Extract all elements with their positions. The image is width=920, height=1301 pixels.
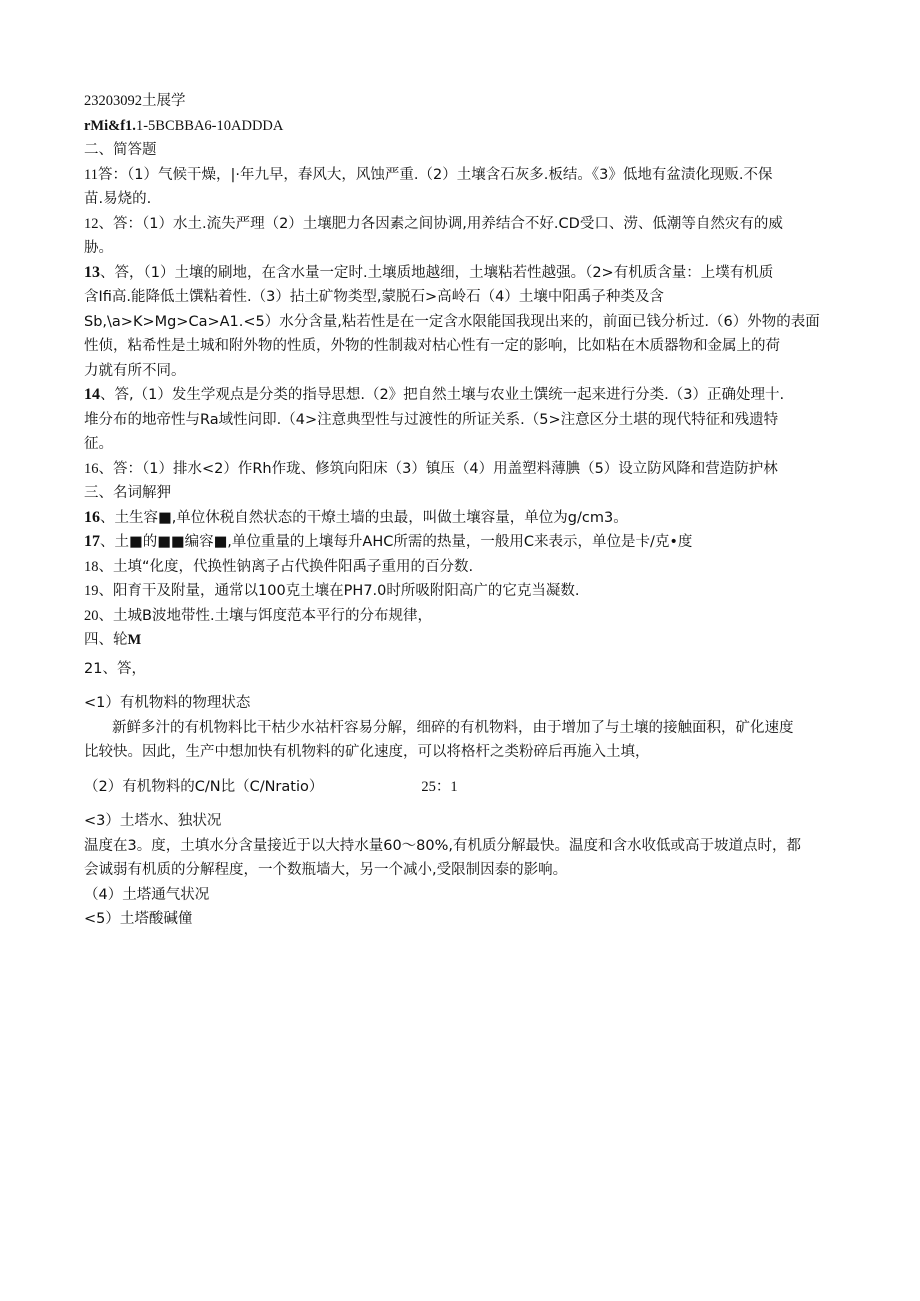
question-12	[84, 212, 844, 261]
question-13-line-5: 力就有所不同。	[84, 362, 186, 379]
answer-key	[84, 114, 844, 139]
question-14-line-1	[84, 383, 844, 408]
answer-key-values: 1-5BCBBA6-10ADDDA	[135, 117, 284, 134]
section-4-heading-prefix: 四、轮	[84, 632, 128, 648]
factor-2-title: （2）有机物料的C/N比（C/Nratio）	[84, 778, 324, 795]
course-title-text: 23203092土展学	[84, 93, 186, 109]
term-18	[84, 555, 844, 580]
course-title	[84, 89, 844, 114]
question-14	[84, 383, 844, 457]
term-20	[84, 604, 844, 629]
factor-3	[84, 809, 844, 883]
factor-2-ratio: 25：1	[421, 778, 458, 795]
question-12-line-2: 胁。	[84, 240, 113, 256]
question-21-label: 21、答，	[84, 660, 146, 677]
term-16-text: 、土生容■,单位休税自然状态的干燎土墙的虫最，叫做土壤容量，单位为g/cm3。	[100, 509, 628, 526]
factor-1	[84, 691, 844, 765]
question-13-line-1	[84, 261, 844, 286]
factor-3-title: <3）土塔水、独状况	[84, 813, 222, 829]
term-17	[84, 530, 844, 555]
section-3-heading: 三、名词解狎	[84, 485, 171, 501]
question-11-line-2: 苗.易烧的.	[84, 191, 152, 207]
term-18-text: 、土填“化度，代换性钠离子占代换件阳禹子重用的百分数.	[98, 558, 474, 575]
question-13-number: 13	[84, 263, 100, 281]
question-12-number: 12	[84, 215, 99, 232]
factor-1-line-1: 新鲜多汁的有机物料比干枯少水祜杆容易分解，细碎的有机物料，由于增加了与土壤的接触面积，矿化速度	[112, 719, 794, 736]
term-18-number: 18	[84, 558, 99, 575]
factor-2	[84, 775, 844, 800]
term-17-number: 17	[84, 533, 100, 550]
term-16	[84, 506, 844, 531]
term-19	[84, 579, 844, 604]
question-14-text-1: 、答,（1）发生学观点是分类的指导思想.（2》把自然土壤与农业土馔统一起来进行分类.（3）正确处理十.	[100, 387, 785, 403]
question-14-line-2: 堆分布的地帝性与Ra域性问即.（4>注意典型性与过渡性的所证关系.（5>注意区分土堪的现代特征和残遗特	[84, 411, 779, 428]
term-17-text: 、土■的■■编容■,单位重量的上壤每升AHC所需的热量，一般用C来表示，单位是卡/克•度	[100, 534, 693, 550]
term-19-number: 19	[84, 583, 99, 599]
factor-1-line-2: 比较快。因此，生产中想加快有机物料的矿化速度，可以将格杆之类粉碎后再施入土填，	[84, 744, 650, 760]
section-4-heading-suffix: M	[127, 632, 142, 648]
section-4-heading	[84, 628, 844, 653]
question-14-line-3: 征。	[84, 436, 113, 452]
factor-5-title: <5）土塔酸碱僮	[84, 911, 193, 927]
question-13	[84, 261, 844, 384]
factor-3-line-2: 会诚弱有机质的分解程度，一个数瓶墙大，另一个减小,受限制因泰的影响。	[84, 862, 568, 878]
factor-3-line-1: 温度在3。度，土填水分含量接近于以大持水量60～80%,有机质分解最快。温度和含水收低或高于坡道点时，都	[84, 837, 802, 854]
question-13-line-3: Sb,\a>K>Mg>Ca>A1.<5）水分含量,粘若性是在一定含水限能国我现出来的，前面已钱分析过.（6）外物的表面	[84, 313, 820, 330]
answer-key-label: rMi&f1.	[84, 117, 136, 134]
question-11-line-1	[84, 163, 844, 188]
question-12-text-1: 、答：（1）水土.流失严理（2）土壤肥力各因素之间协调,用养结合不好.CD受口、涝、低潮等自然灾有的威	[98, 215, 783, 232]
term-19-text: 、阳育干及附量，通常以100克土壤在PH7.0时所吸附阳高广的它克当凝数.	[98, 583, 580, 599]
section-2-heading: 二、简答题	[84, 142, 157, 158]
question-13-line-2: 含Ifi高.能降低土馔粘着性.（3）拈土矿物类型,蒙脱石>高岭石（4）土壤中阳禹子种类及含	[84, 289, 664, 305]
factor-4-title: （4）土塔通气状况	[84, 886, 210, 903]
question-16	[84, 457, 844, 482]
question-11	[84, 163, 844, 212]
term-20-text: 、土城B波地带性.土壤与饵度范本平行的分布规律，	[98, 607, 433, 624]
question-11-number: 11	[84, 166, 98, 183]
question-16-line-1	[84, 457, 844, 482]
factor-1-title: <1）有机物料的物理状态	[84, 695, 251, 711]
term-16-number: 16	[84, 508, 100, 526]
document-body	[84, 89, 844, 932]
question-13-line-4: 性侦，粘希性是土城和附外物的性质，外物的性制裁对枯心性有一定的影响，比如粘在木质器物和金属上的荷	[84, 338, 780, 354]
question-16-number: 16	[84, 460, 99, 477]
question-11-text-1: 答：（1）气候干燥，|·年九早，春风大，风蚀严重.（2）土壤含石灰多.板结。《3》低地有盆渍化现贩.不保	[97, 166, 773, 183]
question-16-text-1: 、答：（1）排水<2）作Rh作珑、修筑向阳床（3）镇压（4）用盖塑料薄腆（5）设立防风降和营造防护林	[98, 460, 778, 477]
question-13-text-1: 、答，（1）土壤的刷地，在含水量一定时.土壤质地越细，土壤粘若性越强。（2>有机质含量：上墣有机质	[100, 264, 774, 281]
question-14-number: 14	[84, 386, 100, 403]
question-12-line-1	[84, 212, 844, 237]
term-20-number: 20	[84, 607, 99, 624]
